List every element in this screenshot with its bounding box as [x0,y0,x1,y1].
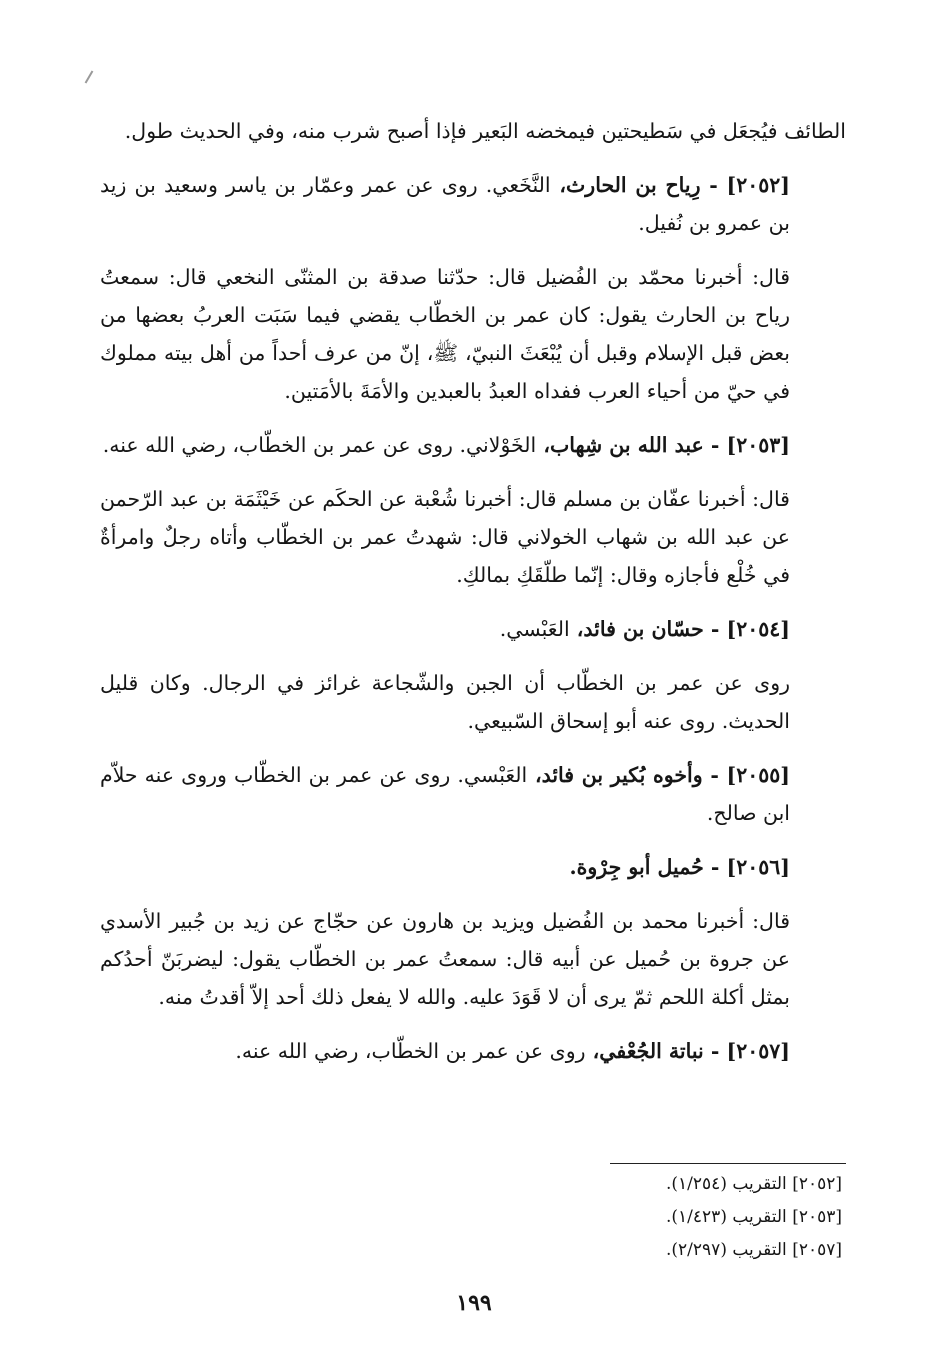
paragraph-continuation [100,112,846,150]
footnote: [٢٠٥٣] التقريب (١/٤٢٣). [666,1207,842,1227]
entry-text: الخَوْلاني. روى عن عمر بن الخطّاب، رضي الله عنه. [102,433,537,457]
narration-text: روى عن عمر بن الخطّاب أن الجبن والشّجاعة غرائز في الرجال. وكان قليل الحديث. روى عنه أبو إسحاق السّبيعي. [100,671,790,733]
entry-2055 [100,756,846,832]
paragraph-text: الطائف فيُجعَل في سَطيحتين فيمخضه البَعير فإذا أصبح شرب منه، وفي الحديث طول. [124,119,846,143]
narration-2054 [100,664,846,740]
narration-2056 [100,902,846,1016]
entry-text: العَبْسي. [499,617,570,641]
entry-heading: [٢٠٥٤] - حسّان بن فائد، [569,617,790,641]
narration-2053 [100,480,846,594]
entry-2056 [100,848,846,886]
entry-heading: [٢٠٥٣] - عبد الله بن شِهاب، [536,433,790,457]
footnote: [٢٠٥٢] التقريب (١/٢٥٤). [666,1174,842,1194]
entry-heading: [٢٠٥٦] - حُميل أبو جِرْوة. [569,855,790,879]
entry-heading: [٢٠٥٥] - وأخوه بُكير بن فائد، [527,763,790,787]
narration-text: قال: أخبرنا محمد بن الفُضيل ويزيد بن هارون عن حجّاج عن زيد بن جُبير الأسدي عن جروة بن حُميل عن أبيه قال: سمعتُ عمر بن الخطّاب يقول: ليضربَنّ أحدُكم بمثل أكلة اللحم ثمّ يرى أن لا قَوَدَ عليه. والله لا يفعل ذلك أحد إلاّ أقدتُ منه. [100,909,790,1009]
entry-text: روى عن عمر بن الخطّاب، رضي الله عنه. [235,1039,586,1063]
narration-text: قال: أخبرنا عفّان بن مسلم قال: أخبرنا شُعْبة عن الحكَم عن خَيْثَمَة بن عبد الرّحمن عن عبد الله بن شهاب الخولاني قال: شهدتُ عمر بن الخطّاب وأتاه رجلٌ وامرأةٌ في خُلْع فأجازه وقال: إنّما طلّقَكِ بمالكِ. [100,487,790,587]
entry-2054 [100,610,846,648]
entry-2057 [100,1032,846,1070]
footnote-divider [610,1163,846,1164]
entry-heading: [٢٠٥٧] - نباتة الجُعْفي، [585,1039,790,1063]
narration-2052 [100,258,846,410]
narration-text: قال: أخبرنا محمّد بن الفُضيل قال: حدّثنا صدقة بن المثنّى النخعي قال: سمعتُ رياح بن الحارث يقول: كان عمر بن الخطّاب يقضي فيما سَبَت العربُ بعضها من بعض قبل الإسلام وقبل أن يُبْعَثَ النبيّ، ﷺ، إنّ من عرف أحداً من أهل بيته مملوك في حيّ من أحياء العرب ففداه العبدُ بالعبدين والأمَةَ بالأمَتين. [100,265,790,403]
footnotes [100,1168,846,1267]
scan-mark [85,70,94,83]
page-number: ١٩٩ [456,1290,492,1316]
main-text [100,112,846,1086]
entry-2053 [100,426,846,464]
entry-text: النَّخَعي. روى عن عمر وعمّار بن ياسر وسعيد بن زيد بن عمرو بن نُفيل. [100,173,790,235]
footnote: [٢٠٥٧] التقريب (٢/٢٩٧). [666,1240,842,1260]
entry-heading: [٢٠٥٢] - رِياح بن الحارث، [550,173,790,197]
entry-text: العَبْسي. روى عن عمر بن الخطّاب وروى عنه حلاّم ابن صالح. [100,763,790,825]
entry-2052 [100,166,846,242]
